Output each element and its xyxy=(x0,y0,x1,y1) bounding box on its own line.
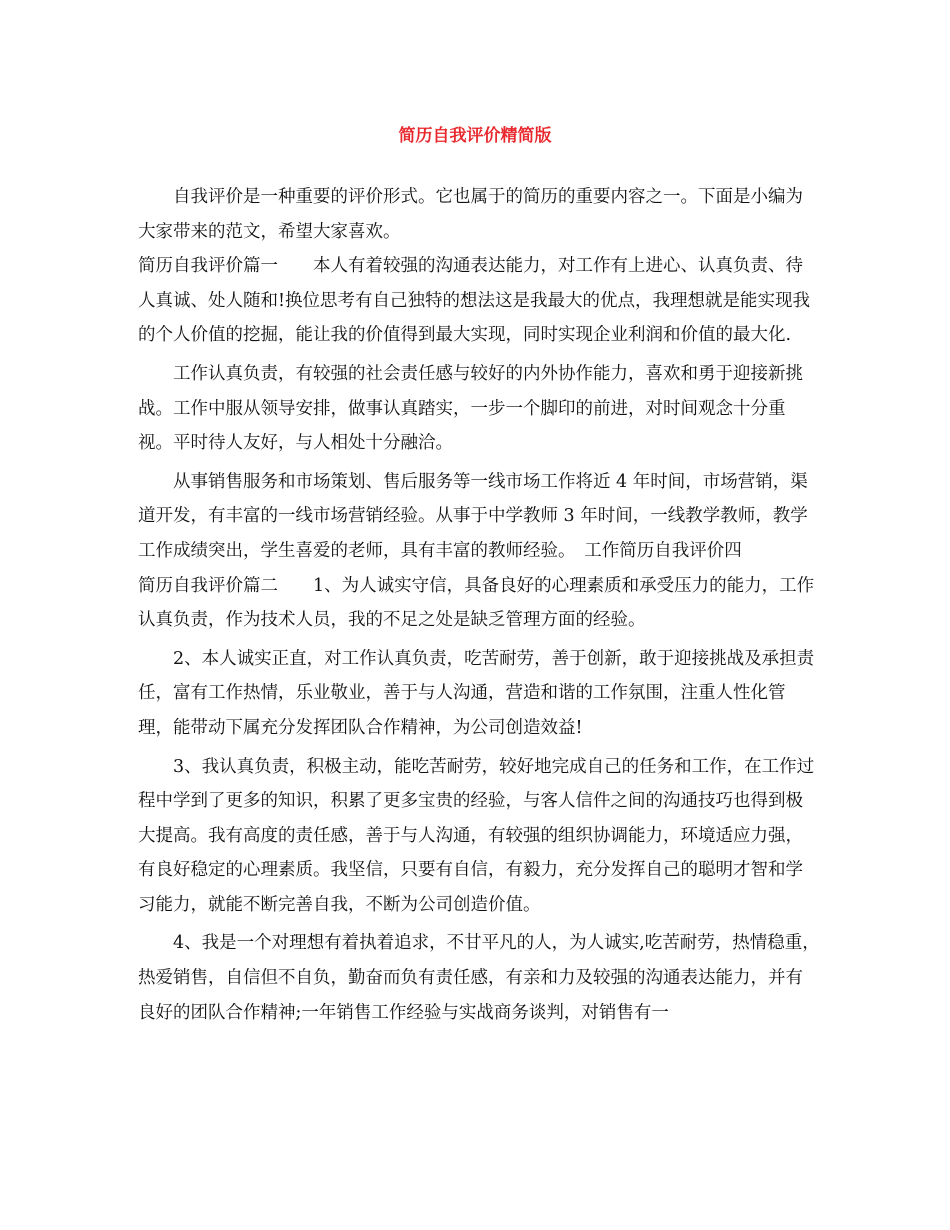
document-body xyxy=(138,180,820,1030)
paragraph-work-attitude: 工作认真负责，有较强的社会责任感与较好的内外协作能力，喜欢和勇于迎接新挑战。工作中服从领导安排，做事认真踏实，一步一个脚印的前进，对时间观念十分重视。平时待人友好，与人相处十分融洽。 xyxy=(138,363,803,454)
paragraph-item-4: 4、我是一个对理想有着执着追求，不甘平凡的人，为人诚实,吃苦耐劳，热情稳重，热爱销售，自信但不自负，勤奋而负有责任感，有亲和力及较强的沟通表达能力，并有良好的团队合作精神;一年销售工作经验与实战商务谈判，对销售有一 xyxy=(138,933,820,1023)
document-title: 简历自我评价精简版 xyxy=(398,126,552,146)
paragraph-section-one: 简历自我评价篇一 本人有着较强的沟通表达能力，对工作有上进心、认真负责、待人真诚、处人随和!换位思考有自己独特的想法这是我最大的优点，我理想就是能实现我的个人价值的挖掘，能让我的价值得到最大实现，同时实现企业利润和价值的最大化. xyxy=(138,256,811,346)
paragraph-item-3: 3、我认真负责，积极主动，能吃苦耐劳，较好地完成自己的任务和工作，在工作过程中学到了更多的知识，积累了更多宝贵的经验，与客人信件之间的沟通技巧也得到极大提高。我有高度的责任感，善于与人沟通，有较强的组织协调能力，环境适应力强，有良好稳定的心理素质。我坚信，只要有自信，有毅力，充分发挥自己的聪明才智和学习能力，就能不断完善自我，不断为公司创造价值。 xyxy=(138,756,815,915)
paragraph-item-2: 2、本人诚实正直，对工作认真负责，吃苦耐劳，善于创新，敢于迎接挑战及承担责任，富有工作热情，乐业敬业，善于与人沟通，营造和谐的工作氛围，注重人性化管理，能带动下属充分发挥团队合作精神，为公司创造效益! xyxy=(138,648,815,738)
paragraph-section-two: 简历自我评价篇二 1、为人诚实守信，具备良好的心理素质和承受压力的能力，工作认真负责，作为技术人员，我的不足之处是缺乏管理方面的经验。 xyxy=(138,575,815,631)
paragraph-sales-experience: 从事销售服务和市场策划、售后服务等一线市场工作将近 4 年时间，市场营销，渠道开发，有丰富的一线市场营销经验。从事于中学教师 3 年时间，一线教学教师，教学工作成绩突出，学生喜爱的老师，具有丰富的教师经验。 工作简历自我评价四 xyxy=(138,471,808,561)
paragraph-intro: 自我评价是一种重要的评价形式。它也属于的简历的重要内容之一。下面是小编为大家带来的范文，希望大家喜欢。 xyxy=(138,187,803,242)
